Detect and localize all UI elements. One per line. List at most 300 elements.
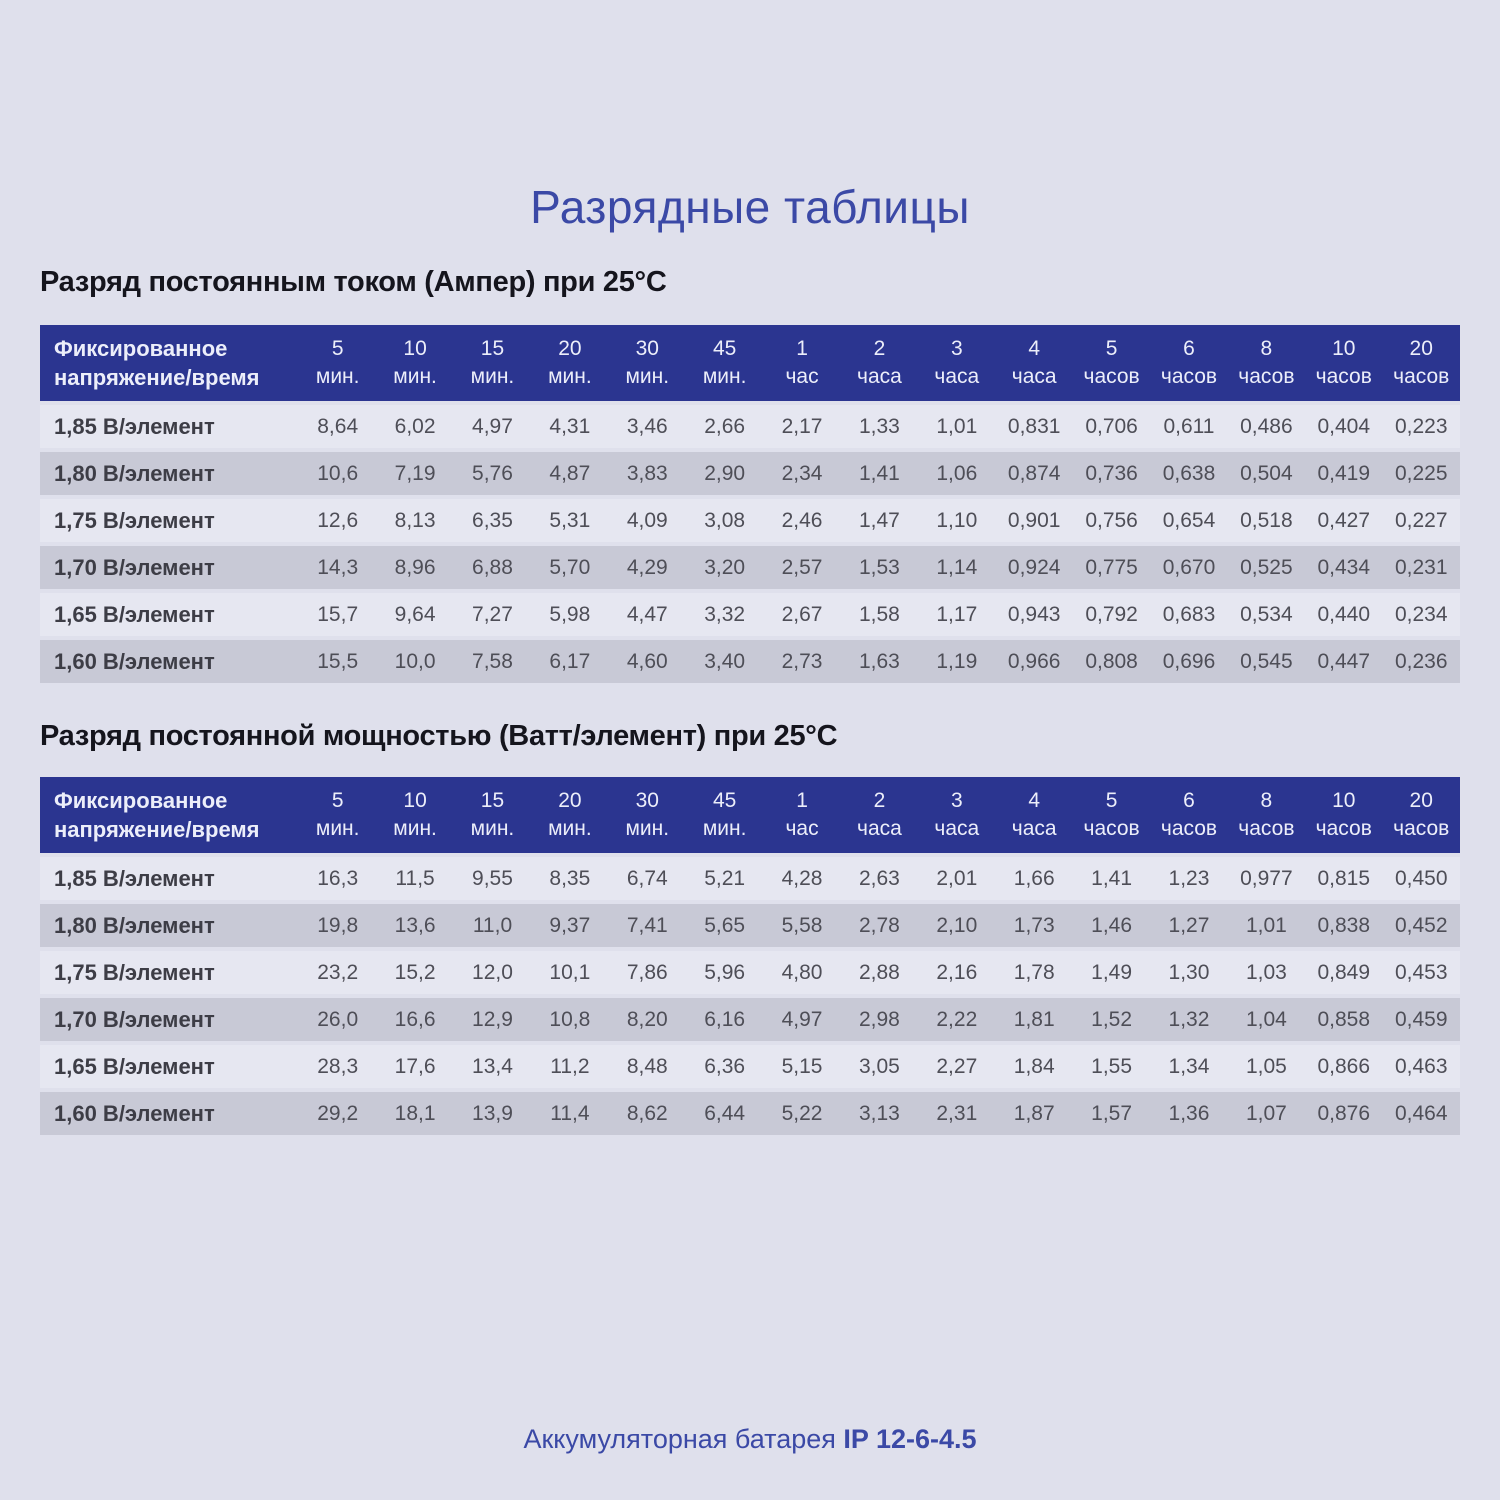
- value-cell: 0,236: [1394, 649, 1448, 673]
- value-cell: 0,225: [1394, 461, 1448, 485]
- value-cell: 0,876: [1317, 1101, 1371, 1125]
- value-cell: 1,23: [1168, 866, 1210, 890]
- value-cell: 10,1: [549, 960, 591, 984]
- time-column-header: [763, 777, 840, 853]
- value-cell: 2,98: [858, 1007, 900, 1031]
- value-cell: 5,76: [472, 461, 513, 485]
- value-cell: 11,5: [395, 866, 435, 890]
- value-cell: 5,70: [549, 555, 591, 579]
- value-cell: 1,06: [936, 461, 978, 485]
- column-header-unit: час: [785, 817, 819, 840]
- row-label: 1,85 В/элемент: [54, 413, 215, 439]
- value-cell: 0,838: [1317, 913, 1371, 937]
- time-column-header: [454, 325, 531, 401]
- value-cell: 1,01: [1245, 913, 1287, 937]
- value-cell: 0,792: [1085, 602, 1138, 626]
- value-cell: 3,13: [858, 1101, 900, 1125]
- time-column-header: [299, 777, 376, 853]
- value-cell: 5,21: [704, 866, 746, 890]
- value-cell: 0,450: [1394, 866, 1448, 890]
- value-cell: 8,48: [626, 1054, 668, 1078]
- row-label: 1,60 В/элемент: [54, 1100, 215, 1126]
- value-cell: 1,58: [858, 602, 900, 626]
- value-cell: 0,966: [1007, 649, 1061, 673]
- value-cell: 2,78: [858, 913, 900, 937]
- value-cell: 2,73: [781, 649, 823, 673]
- value-cell: 12,6: [317, 508, 359, 532]
- value-cell: 4,31: [549, 414, 591, 438]
- page-title: Разрядные таблицы: [530, 181, 970, 233]
- column-header-value: 20: [558, 337, 582, 360]
- label-column-header: Фиксированное напряжение/время: [54, 336, 260, 390]
- row-label: 1,65 В/элемент: [54, 601, 215, 627]
- table-row: [40, 640, 1460, 683]
- value-cell: 1,41: [858, 461, 900, 485]
- table-row: [40, 499, 1460, 542]
- value-cell: 0,223: [1394, 414, 1448, 438]
- value-cell: 0,404: [1317, 414, 1371, 438]
- value-cell: 6,35: [472, 508, 513, 532]
- value-cell: 26,0: [317, 1007, 359, 1031]
- column-header-value: 15: [480, 789, 505, 812]
- column-header-value: 45: [712, 789, 737, 812]
- value-cell: 1,10: [936, 508, 978, 532]
- value-cell: 1,14: [936, 555, 978, 579]
- value-cell: 6,44: [704, 1101, 746, 1125]
- column-header-unit: часов: [1315, 365, 1372, 388]
- value-cell: 4,97: [781, 1007, 823, 1031]
- value-cell: 10,0: [394, 649, 436, 673]
- value-cell: 0,924: [1007, 555, 1061, 579]
- time-column-header: [996, 325, 1073, 401]
- value-cell: 7,19: [394, 461, 436, 485]
- row-label: 1,70 В/элемент: [54, 1006, 215, 1032]
- value-cell: 0,736: [1085, 461, 1138, 485]
- value-cell: 3,83: [626, 461, 668, 485]
- column-header-unit: мин.: [315, 817, 360, 840]
- column-header-unit: часа: [857, 365, 902, 388]
- value-cell: 0,638: [1162, 461, 1216, 485]
- column-header-value: 20: [558, 789, 582, 812]
- value-cell: 2,01: [936, 866, 978, 890]
- time-column-header: [841, 325, 918, 401]
- value-cell: 0,434: [1317, 555, 1371, 579]
- value-cell: 0,706: [1085, 414, 1138, 438]
- column-header-unit: мин.: [702, 817, 747, 840]
- value-cell: 2,10: [936, 913, 978, 937]
- value-cell: 0,525: [1240, 555, 1293, 579]
- value-cell: 28,3: [317, 1054, 359, 1078]
- value-cell: 0,419: [1317, 461, 1371, 485]
- value-cell: 5,96: [704, 960, 746, 984]
- column-header-value: 30: [635, 789, 659, 812]
- value-cell: 8,96: [394, 555, 436, 579]
- table-header-row: [40, 777, 1460, 853]
- value-cell: 1,19: [936, 649, 978, 673]
- time-column-header: [763, 325, 840, 401]
- column-header-unit: мин.: [315, 365, 360, 388]
- value-cell: 6,16: [704, 1007, 746, 1031]
- table-row: [40, 1092, 1460, 1135]
- value-cell: 12,9: [472, 1007, 513, 1031]
- time-column-header: [686, 325, 763, 401]
- value-cell: 2,22: [936, 1007, 978, 1031]
- value-cell: 0,849: [1317, 960, 1371, 984]
- column-header-unit: часа: [857, 817, 902, 840]
- value-cell: 3,08: [704, 508, 746, 532]
- value-cell: 0,858: [1317, 1007, 1371, 1031]
- value-cell: 2,46: [781, 508, 823, 532]
- value-cell: 0,227: [1394, 508, 1448, 532]
- column-header-value: 5: [331, 337, 344, 360]
- column-header-value: 3: [950, 789, 963, 812]
- value-cell: 1,87: [1013, 1101, 1055, 1125]
- value-cell: 1,46: [1091, 913, 1133, 937]
- value-cell: 5,31: [549, 508, 591, 532]
- time-column-header: [376, 325, 453, 401]
- value-cell: 0,808: [1085, 649, 1138, 673]
- value-cell: 0,545: [1240, 649, 1293, 673]
- value-cell: 0,775: [1085, 555, 1138, 579]
- time-column-header: [609, 777, 686, 853]
- table-row: [40, 405, 1460, 448]
- value-cell: 1,63: [858, 649, 900, 673]
- time-column-header: [1073, 777, 1150, 853]
- table-header-row: [40, 325, 1460, 401]
- column-header-unit: часа: [934, 365, 980, 388]
- time-column-header: [454, 777, 531, 853]
- row-label: 1,85 В/элемент: [54, 865, 215, 891]
- value-cell: 8,20: [626, 1007, 668, 1031]
- value-cell: 6,17: [549, 649, 591, 673]
- value-cell: 8,13: [394, 508, 436, 532]
- column-header-value: 10: [403, 337, 427, 360]
- table-row: [40, 998, 1460, 1041]
- column-header-value: 45: [712, 337, 737, 360]
- column-header-unit: мин.: [393, 365, 437, 388]
- discharge-power-table: [40, 773, 1460, 1139]
- value-cell: 0,231: [1394, 555, 1448, 579]
- table-row: [40, 593, 1460, 636]
- value-cell: 0,234: [1394, 602, 1448, 626]
- value-cell: 0,427: [1317, 508, 1371, 532]
- value-cell: 4,80: [781, 960, 823, 984]
- value-cell: 3,46: [626, 414, 668, 438]
- time-column-header: [531, 325, 608, 401]
- column-header-value: 5: [331, 789, 344, 812]
- table-row: [40, 546, 1460, 589]
- value-cell: 0,453: [1394, 960, 1448, 984]
- row-label: 1,65 В/элемент: [54, 1053, 215, 1079]
- footer-note: [0, 1424, 1500, 1455]
- time-column-header: [1305, 325, 1382, 401]
- column-header-value: 10: [403, 789, 427, 812]
- value-cell: 1,32: [1168, 1007, 1210, 1031]
- column-header-unit: часов: [1238, 365, 1295, 388]
- value-cell: 0,486: [1240, 414, 1293, 438]
- value-cell: 5,98: [549, 602, 591, 626]
- column-header-unit: часа: [1011, 817, 1057, 840]
- column-header-value: 1: [796, 789, 808, 812]
- value-cell: 10,6: [317, 461, 359, 485]
- value-cell: 17,6: [394, 1054, 436, 1078]
- label-column-header: Фиксированное напряжение/время: [54, 788, 260, 842]
- value-cell: 4,60: [626, 649, 668, 673]
- value-cell: 4,09: [626, 508, 668, 532]
- value-cell: 4,97: [472, 414, 513, 438]
- column-header-value: 8: [1260, 337, 1273, 360]
- value-cell: 1,52: [1091, 1007, 1133, 1031]
- value-cell: 3,40: [704, 649, 746, 673]
- value-cell: 16,6: [394, 1007, 436, 1031]
- value-cell: 15,7: [317, 602, 359, 626]
- value-cell: 23,2: [317, 960, 359, 984]
- value-cell: 1,33: [858, 414, 900, 438]
- column-header-unit: мин.: [470, 817, 515, 840]
- value-cell: 1,81: [1013, 1007, 1055, 1031]
- time-column-header: [996, 777, 1073, 853]
- value-cell: 9,37: [549, 913, 591, 937]
- value-cell: 2,63: [858, 866, 900, 890]
- column-header-unit: часов: [1160, 817, 1218, 840]
- time-column-header: [918, 325, 995, 401]
- value-cell: 8,64: [317, 414, 359, 438]
- value-cell: 2,67: [781, 602, 823, 626]
- column-header-value: 8: [1260, 789, 1273, 812]
- value-cell: 1,78: [1013, 960, 1055, 984]
- footer-prefix: Аккумуляторная батарея: [523, 1424, 844, 1454]
- time-column-header: [1228, 325, 1305, 401]
- value-cell: 1,73: [1013, 913, 1055, 937]
- value-cell: 0,670: [1162, 555, 1216, 579]
- value-cell: 12,0: [472, 960, 513, 984]
- value-cell: 7,27: [472, 602, 513, 626]
- value-cell: 9,55: [472, 866, 513, 890]
- value-cell: 0,696: [1162, 649, 1216, 673]
- column-header-value: 10: [1332, 337, 1356, 360]
- value-cell: 1,55: [1091, 1054, 1133, 1078]
- value-cell: 0,874: [1007, 461, 1061, 485]
- row-label: 1,75 В/элемент: [54, 507, 215, 533]
- section-heading-power: Разряд постоянной мощностью (Ватт/элемент) при 25°C: [40, 720, 838, 752]
- value-cell: 1,30: [1168, 960, 1210, 984]
- column-header-unit: мин.: [470, 365, 515, 388]
- column-header-value: 4: [1028, 337, 1041, 360]
- battery-model: IP 12-6-4.5: [843, 1424, 977, 1454]
- time-column-header: [918, 777, 995, 853]
- value-cell: 1,17: [936, 602, 978, 626]
- value-cell: 2,34: [781, 461, 823, 485]
- value-cell: 2,27: [936, 1054, 978, 1078]
- column-header-value: 5: [1105, 789, 1118, 812]
- value-cell: 1,57: [1091, 1101, 1133, 1125]
- value-cell: 0,440: [1317, 602, 1371, 626]
- time-column-header: [1150, 777, 1227, 853]
- value-cell: 8,35: [549, 866, 591, 890]
- value-cell: 2,66: [704, 414, 746, 438]
- value-cell: 1,84: [1013, 1054, 1055, 1078]
- column-header-value: 6: [1183, 789, 1195, 812]
- value-cell: 1,47: [858, 508, 900, 532]
- value-cell: 10,8: [549, 1007, 591, 1031]
- value-cell: 11,2: [550, 1054, 590, 1078]
- column-header-unit: часов: [1315, 817, 1372, 840]
- table-row: [40, 857, 1460, 900]
- row-label: 1,80 В/элемент: [54, 912, 215, 938]
- column-header-value: 10: [1332, 789, 1356, 812]
- row-label: 1,60 В/элемент: [54, 648, 215, 674]
- value-cell: 11,0: [472, 913, 513, 937]
- value-cell: 0,452: [1394, 913, 1448, 937]
- value-cell: 13,6: [394, 913, 436, 937]
- value-cell: 0,683: [1162, 602, 1216, 626]
- value-cell: 1,53: [858, 555, 900, 579]
- column-header-unit: часов: [1083, 365, 1140, 388]
- value-cell: 3,20: [704, 555, 746, 579]
- column-header-unit: мин.: [548, 365, 592, 388]
- value-cell: 4,47: [626, 602, 668, 626]
- value-cell: 4,28: [781, 866, 823, 890]
- value-cell: 2,57: [781, 555, 823, 579]
- column-header-unit: часа: [1011, 365, 1057, 388]
- value-cell: 1,05: [1245, 1054, 1287, 1078]
- section-heading-current: Разряд постоянным током (Ампер) при 25°C: [40, 266, 667, 298]
- column-header-unit: часов: [1393, 365, 1450, 388]
- value-cell: 2,90: [704, 461, 746, 485]
- column-header-value: 15: [480, 337, 505, 360]
- table-row: [40, 951, 1460, 994]
- value-cell: 0,504: [1240, 461, 1293, 485]
- value-cell: 6,36: [704, 1054, 746, 1078]
- column-header-value: 4: [1028, 789, 1041, 812]
- value-cell: 4,87: [549, 461, 591, 485]
- column-header-unit: часов: [1160, 365, 1218, 388]
- column-header-unit: мин.: [548, 817, 592, 840]
- column-header-value: 30: [635, 337, 659, 360]
- value-cell: 7,86: [626, 960, 668, 984]
- value-cell: 0,977: [1240, 866, 1293, 890]
- value-cell: 0,815: [1317, 866, 1371, 890]
- column-header-unit: часа: [934, 817, 980, 840]
- value-cell: 9,64: [394, 602, 436, 626]
- value-cell: 29,2: [317, 1101, 359, 1125]
- column-header-value: 3: [950, 337, 963, 360]
- column-header-unit: час: [785, 365, 819, 388]
- column-header-value: 2: [873, 789, 886, 812]
- value-cell: 4,29: [626, 555, 668, 579]
- column-header-value: 5: [1105, 337, 1118, 360]
- time-column-header: [1073, 325, 1150, 401]
- column-header-unit: часов: [1083, 817, 1140, 840]
- value-cell: 0,866: [1317, 1054, 1371, 1078]
- value-cell: 0,534: [1240, 602, 1293, 626]
- column-header-unit: мин.: [393, 817, 437, 840]
- value-cell: 6,88: [472, 555, 513, 579]
- value-cell: 2,88: [858, 960, 900, 984]
- value-cell: 1,66: [1013, 866, 1055, 890]
- value-cell: 6,74: [626, 866, 668, 890]
- value-cell: 2,16: [936, 960, 978, 984]
- value-cell: 1,04: [1245, 1007, 1287, 1031]
- column-header-unit: мин.: [625, 817, 670, 840]
- column-header-value: 20: [1409, 789, 1433, 812]
- value-cell: 1,27: [1168, 913, 1210, 937]
- value-cell: 13,9: [472, 1101, 513, 1125]
- value-cell: 15,2: [394, 960, 436, 984]
- value-cell: 16,3: [317, 866, 359, 890]
- row-label: 1,75 В/элемент: [54, 959, 215, 985]
- column-header-value: 2: [873, 337, 886, 360]
- value-cell: 6,02: [394, 414, 436, 438]
- table-row: [40, 1045, 1460, 1088]
- time-column-header: [841, 777, 918, 853]
- value-cell: 19,8: [317, 913, 359, 937]
- value-cell: 0,463: [1394, 1054, 1448, 1078]
- time-column-header: [531, 777, 608, 853]
- value-cell: 0,654: [1162, 508, 1216, 532]
- value-cell: 5,22: [781, 1101, 823, 1125]
- value-cell: 7,41: [626, 913, 668, 937]
- value-cell: 0,901: [1007, 508, 1061, 532]
- value-cell: 14,3: [317, 555, 359, 579]
- value-cell: 0,943: [1007, 602, 1061, 626]
- time-column-header: [1382, 777, 1460, 853]
- value-cell: 2,17: [781, 414, 823, 438]
- column-header-value: 6: [1183, 337, 1195, 360]
- value-cell: 0,518: [1240, 508, 1293, 532]
- value-cell: 3,05: [858, 1054, 900, 1078]
- column-header-unit: часов: [1238, 817, 1295, 840]
- time-column-header: [609, 325, 686, 401]
- value-cell: 15,5: [317, 649, 359, 673]
- discharge-current-table: [40, 321, 1460, 687]
- table-row: [40, 452, 1460, 495]
- value-cell: 1,41: [1091, 866, 1133, 890]
- column-header-value: 20: [1409, 337, 1433, 360]
- time-column-header: [1305, 777, 1382, 853]
- time-column-header: [299, 325, 376, 401]
- table-row: [40, 904, 1460, 947]
- value-cell: 0,756: [1085, 508, 1138, 532]
- value-cell: 8,62: [626, 1101, 668, 1125]
- value-cell: 1,07: [1245, 1101, 1287, 1125]
- value-cell: 1,49: [1091, 960, 1133, 984]
- value-cell: 1,36: [1168, 1101, 1210, 1125]
- value-cell: 1,03: [1245, 960, 1287, 984]
- value-cell: 0,459: [1394, 1007, 1448, 1031]
- time-column-header: [376, 777, 453, 853]
- column-header-value: 1: [796, 337, 808, 360]
- value-cell: 0,464: [1394, 1101, 1448, 1125]
- value-cell: 1,01: [936, 414, 978, 438]
- value-cell: 5,15: [781, 1054, 823, 1078]
- value-cell: 11,4: [550, 1101, 590, 1125]
- value-cell: 7,58: [472, 649, 513, 673]
- column-header-unit: мин.: [625, 365, 670, 388]
- column-header-unit: мин.: [702, 365, 747, 388]
- value-cell: 18,1: [394, 1101, 436, 1125]
- value-cell: 5,65: [704, 913, 746, 937]
- value-cell: 0,831: [1007, 414, 1061, 438]
- value-cell: 13,4: [472, 1054, 513, 1078]
- row-label: 1,80 В/элемент: [54, 460, 215, 486]
- value-cell: 0,447: [1317, 649, 1371, 673]
- value-cell: 2,31: [936, 1101, 978, 1125]
- value-cell: 3,32: [704, 602, 746, 626]
- column-header-unit: часов: [1393, 817, 1450, 840]
- time-column-header: [1228, 777, 1305, 853]
- time-column-header: [1382, 325, 1460, 401]
